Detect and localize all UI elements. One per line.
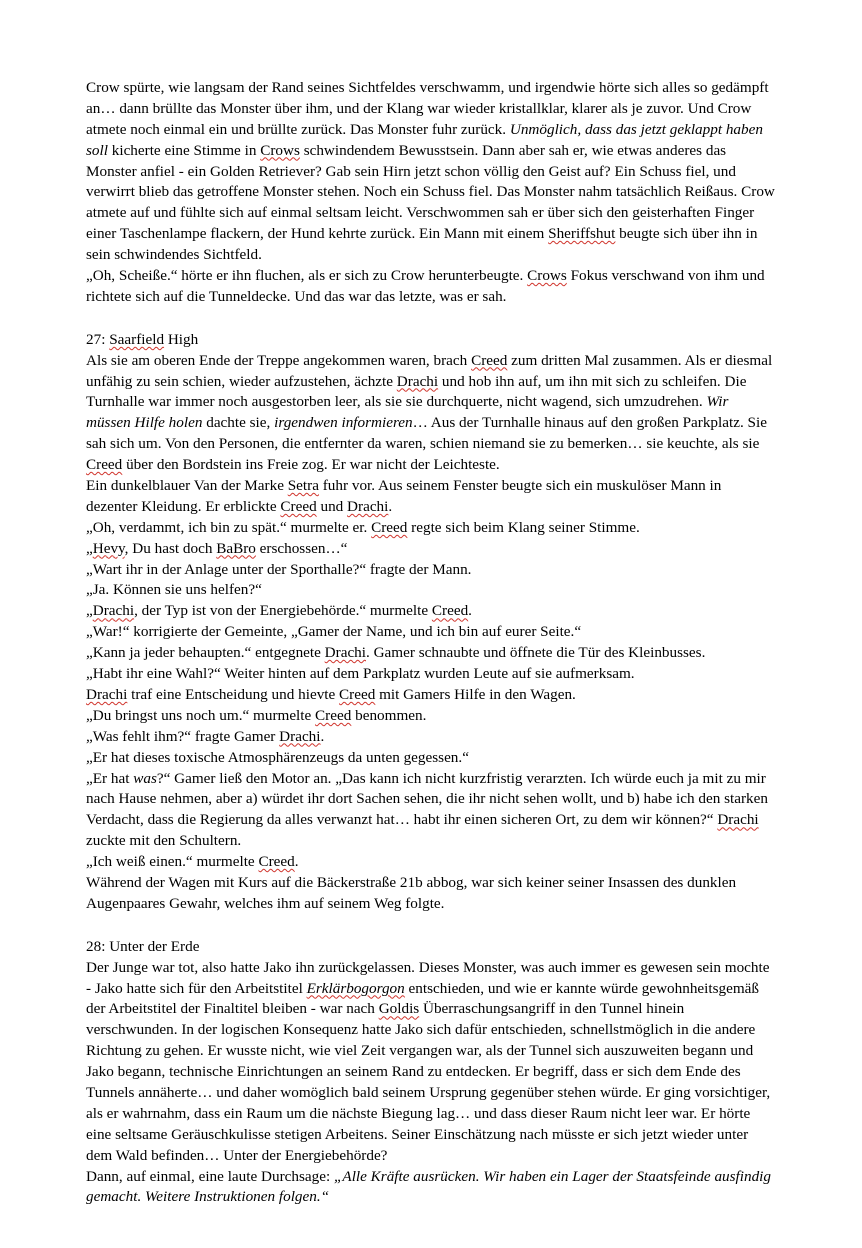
text-run: fuhr vor. Aus seinem Fenster beugte sich ein muskulöser Mann in dezenter Kleidung. Er erblickte — [86, 477, 722, 515]
text-run: traf eine Entscheidung und hievte — [127, 685, 340, 703]
paragraph-baeckerstrasse — [86, 873, 776, 915]
text-run: Crow spürte, wie langsam der Rand seines Sichtfeldes verschwamm, und irgendwie hörte sich alles so gedämpft an… dann brüllte das Monster über ihm, und der Klang war wieder kristallklar, klarer als je zuvor. Und Crow atmete noch einmal ein und brüllte zurück. Das Monster fuhr zurück. — [86, 79, 769, 138]
text-run: Ein dunkelblauer Van der Marke — [86, 477, 288, 495]
text-run: . — [468, 602, 472, 620]
chapter-heading-27 — [86, 330, 776, 351]
text-run: dachte sie, — [202, 414, 275, 432]
text-run: schwindendem Bewusstsein. Dann aber sah er, wie etwas anderes das Monster anfiel - ein Golden Retriever? Gab sein Hirn jetzt schon völlig den Geist auf? Ein Schuss fiel, und verwirrt blieb das getroffene Monster stehen. Noch ein Schuss fiel. Das Monster nahm tatsächlich Reißaus. Crow atmete auf und fühlte sich auf einmal seltsam leicht. Verschwommen sah er über sich den geisterhaften Finger einer Taschenlampe flackern, der Hund kehrte zurück. Ein Mann mit einem — [86, 141, 775, 243]
text-run: „Habt ihr eine Wahl?“ Weiter hinten auf dem Parkplatz wurden Leute auf sie aufmerksam. — [86, 665, 635, 683]
text-run: über den Bordstein ins Freie zog. Er war nicht der Leichteste. — [122, 456, 500, 474]
misspelled-word: Drachi — [396, 372, 439, 390]
paragraph-oh-scheisse — [86, 266, 776, 308]
text-run: „Kann ja jeder behaupten.“ entgegnete — [86, 644, 325, 662]
text-run: 28: Unter der Erde — [86, 937, 200, 955]
text-run: , Du hast doch — [124, 539, 217, 557]
misspelled-word: Drachi — [717, 811, 759, 829]
chapter-heading-28 — [86, 937, 776, 958]
paragraph-entscheidung — [86, 685, 776, 706]
text-run: „Er hat — [86, 769, 134, 787]
paragraph-habt-ihr-eine-wahl — [86, 664, 776, 685]
misspelled-word: Crows — [527, 267, 567, 285]
section-spacer-2 — [86, 915, 776, 937]
misspelled-word: Goldis — [378, 1000, 420, 1018]
text-run: „Er hat dieses toxische Atmosphärenzeugs da unten gegessen.“ — [86, 748, 469, 766]
paragraph-hevy — [86, 539, 776, 560]
text-run: 27: — [86, 330, 110, 348]
text-run: mit Gamers Hilfe in den Wagen. — [375, 685, 576, 703]
misspelled-word: Creed — [315, 706, 352, 724]
paragraph-treppe — [86, 351, 776, 476]
text-run: beugte sich über ihn in sein schwindendes Sichtfeld. — [86, 225, 758, 264]
text-run: und — [316, 497, 348, 515]
paragraph-was-fehlt-ihm — [86, 727, 776, 748]
misspelled-word: Drachi — [347, 497, 389, 515]
emphasis-text: Wir müssen Hilfe holen — [86, 393, 729, 432]
paragraph-van-setra — [86, 476, 776, 518]
paragraph-jako-tunnel — [86, 958, 776, 1167]
emphasis-text: was — [133, 769, 157, 787]
text-run: „ — [86, 539, 93, 557]
text-run: erschossen…“ — [255, 539, 348, 557]
text-run: . Gamer schnaubte und öffnete die Tür des Kleinbusses. — [366, 644, 706, 662]
misspelled-word: BaBro — [216, 539, 256, 557]
text-run: ?“ Gamer ließ den Motor an. „Das kann ich nicht kurzfristig verarzten. Ich würde euch ja mit zu mir nach Hause nehmen, aber a) würdet ihr dort Sachen sehen, die ihr nicht sehen wollt, und b) habe ich den starken Verdacht, dass die Regierung da alles verwanzt hat… habt ihr einen sicheren Ort, zu dem wir können?“ — [86, 769, 768, 829]
text-run: Überraschungsangriff in den Tunnel hinein verschwunden. In der logischen Konsequenz hatte Jako sich dafür entschieden, schnellstmöglich in die andere Richtung zu gehen. Er wusste nicht, wie viel Zeit vergangen war, als der Tunnel sich auszuweiten begann und Jako begann, technische Einrichtungen an seinem Rand zu entdecken. Er begriff, dass er sich dem Ende des Tunnels annäherte… und daher womöglich bald seinem Ursprung gegenüber stehen würde. Er ging vorsichtiger, als er wahrnahm, dass ein Raum um die nächste Biegung lag… und dass dieser Raum nicht leer war. Er hörte eine seltsame Geräuschkulisse stetigen Arbeitens. Seiner Einschätzung nach müsste er sich jetzt wieder unter dem Wald befinden… Unter der Energiebehörde? — [86, 1000, 771, 1164]
paragraph-war-korrigierte — [86, 622, 776, 643]
misspelled-word: Creed — [258, 853, 295, 871]
text-run: kicherte eine Stimme in — [107, 141, 261, 159]
misspelled-word: Drachi — [279, 727, 321, 745]
emphasis-text: Unmöglich, dass das jetzt geklappt haben soll — [86, 120, 763, 159]
text-run: „War!“ korrigierte der Gemeinte, „Gamer der Name, und ich bin auf eurer Seite.“ — [86, 623, 582, 641]
text-run: . — [294, 853, 299, 871]
misspelled-word: Hevy — [92, 539, 125, 557]
text-run: Dann, auf einmal, eine laute Durchsage: — [86, 1167, 334, 1185]
paragraph-er-hat-was — [86, 769, 776, 853]
emphasis-text: irgendwen informieren — [274, 414, 413, 432]
text-run: Als sie am oberen Ende der Treppe angekommen waren, brach — [86, 351, 472, 369]
misspelled-word: Creed — [471, 351, 508, 369]
paragraph-durchsage — [86, 1167, 776, 1209]
paragraph-kann-ja-jeder — [86, 643, 776, 664]
misspelled-word: Drachi — [324, 644, 366, 662]
text-run: Fokus verschwand von ihm und richtete sich auf die Tunneldecke. Und das war das letzte, was er sah. — [86, 267, 765, 305]
misspelled-word: Drachi — [86, 685, 128, 703]
text-run: High — [164, 330, 199, 348]
text-run: Der Junge war tot, also hatte Jako ihn zurückgelassen. Dieses Monster, was auch immer es gewesen sein mochte - Jako hatte sich für den Arbeitstitel — [86, 958, 770, 997]
text-run: . — [388, 497, 393, 515]
text-run: benommen. — [351, 706, 427, 724]
paragraph-energiebehoerde — [86, 601, 776, 622]
text-run: „Ja. Können sie uns helfen?“ — [86, 581, 262, 599]
paragraph-crow-sichtfeld — [86, 78, 776, 266]
paragraph-sporthalle — [86, 560, 776, 581]
text-run: „Wart ihr in der Anlage unter der Sporthalle?“ fragte der Mann. — [86, 560, 472, 578]
text-run: „Oh, verdammt, ich bin zu spät.“ murmelte er. — [86, 518, 372, 536]
misspelled-word: Saarfield — [109, 330, 165, 348]
text-run: regte sich beim Klang seiner Stimme. — [407, 518, 640, 536]
paragraph-zu-spaet — [86, 518, 776, 539]
misspelled-word: Drachi — [92, 602, 135, 620]
text-run: entschieden, und wie er kannte würde gewohnheitsgemäß der Arbeitstitel der Finaltitel bleiben - war nach — [86, 979, 760, 1018]
text-run: … Aus der Turnhalle hinaus auf den großen Parkplatz. Sie sah sich um. Von den Personen, die entfernter da waren, schien niemand sie zu bemerken… sie keuchte, als sie — [86, 414, 767, 453]
misspelled-word: Creed — [339, 685, 376, 703]
misspelled-word: Setra — [287, 477, 319, 495]
text-run: , der Typ ist von der Energiebehörde.“ murmelte — [134, 602, 432, 620]
misspelled-word: Crows — [260, 141, 300, 159]
text-run: „Ich weiß einen.“ murmelte — [86, 853, 259, 871]
misspelled-word: Creed — [431, 602, 469, 620]
text-run: Während der Wagen mit Kurs auf die Bäckerstraße 21b abbog, war sich keiner seiner Insassen des dunklen Augenpaares Gewahr, welches ihm auf seinem Weg folgte. — [86, 873, 737, 912]
text-run: zuckte mit den Schultern. — [86, 832, 242, 850]
paragraph-toxisches-atmosphaerenzeug — [86, 748, 776, 769]
misspelled-word: Erklärbogorgon — [306, 979, 405, 997]
text-run: „ — [86, 602, 93, 620]
document-text-body — [86, 78, 776, 1208]
paragraph-du-bringst-uns-um — [86, 706, 776, 727]
text-run: . — [320, 727, 325, 745]
text-run: und hob ihn auf, um ihn mit sich zu schleifen. Die Turnhalle war immer noch ausgestorben leer, als sie sie durchquerte, nicht wagend, sich umzudrehen. — [86, 372, 747, 411]
misspelled-word: Creed — [371, 518, 408, 536]
misspelled-word: Creed — [86, 456, 123, 474]
paragraph-ich-weiss-einen — [86, 852, 776, 873]
misspelled-word: Sheriffshut — [548, 225, 616, 243]
section-spacer-1 — [86, 308, 776, 330]
text-run: zum dritten Mal zusammen. Als er diesmal unfähig zu sein schien, wieder aufzustehen, ächzte — [86, 351, 773, 390]
emphasis-text: „Alle Kräfte ausrücken. Wir haben ein Lager der Staatsfeinde ausfindig gemacht. Weitere Instruktionen folgen.“ — [86, 1167, 771, 1206]
misspelled-word: Creed — [280, 497, 317, 515]
text-run: „Was fehlt ihm?“ fragte Gamer — [86, 727, 280, 745]
text-run: „Oh, Scheiße.“ hörte er ihn fluchen, als er sich zu Crow herunterbeugte. — [86, 267, 528, 285]
paragraph-koennen-sie-helfen — [86, 580, 776, 601]
text-run: „Du bringst uns noch um.“ murmelte — [86, 706, 316, 724]
